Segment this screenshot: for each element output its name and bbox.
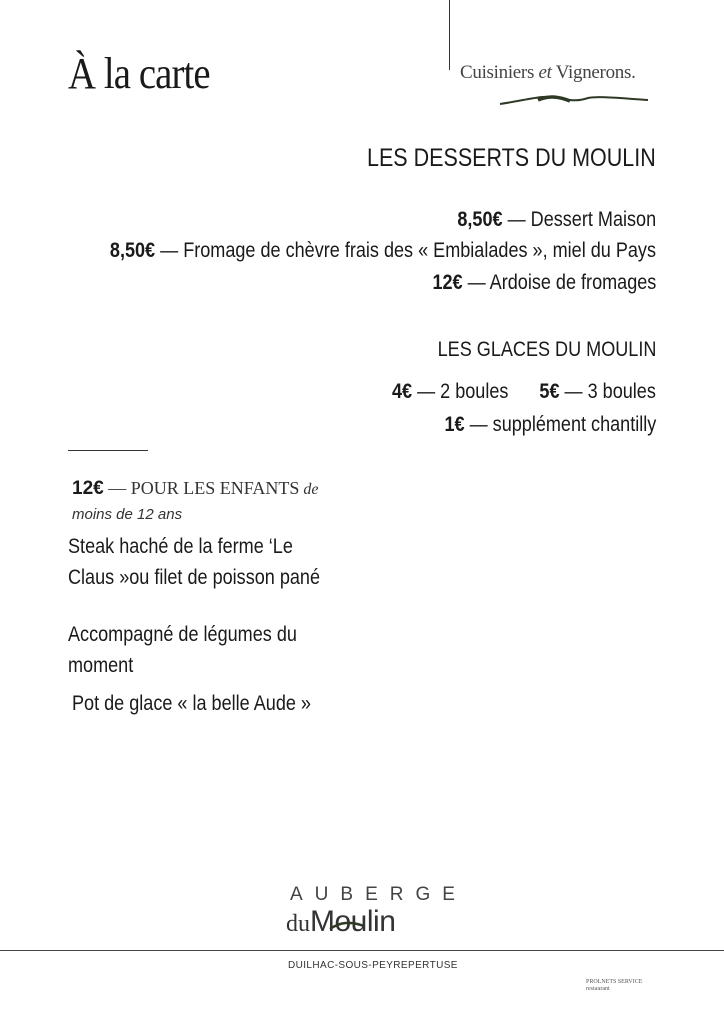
page-title: À la carte: [68, 49, 210, 98]
brand-et: et: [538, 62, 552, 83]
footer-mark-line2: restaurant: [586, 986, 610, 992]
dessert-price: 8,50€: [109, 239, 156, 262]
footer-swoosh-icon: [328, 918, 368, 932]
kids-sub-2: moins de 12 ans: [72, 506, 183, 523]
dessert-label: — Fromage de chèvre frais des « Embialades », miel du Pays: [155, 239, 657, 262]
brand-logo-text: [460, 62, 636, 84]
brand-swoosh-icon: [498, 90, 658, 110]
glace-label: — supplément chantilly: [464, 413, 656, 436]
glaces-section-title: LES GLACES DU MOULIN: [437, 338, 656, 361]
kids-menu-heading: [72, 476, 322, 527]
kids-dessert: Pot de glace « la belle Aude »: [72, 692, 311, 715]
footer-logo-auberge: AUBERGE: [290, 884, 467, 905]
header-divider: [449, 0, 450, 70]
kids-side: Accompagné de légumes du moment: [68, 623, 297, 677]
kids-price: 12€: [72, 478, 104, 499]
footer-divider: [0, 950, 724, 951]
kids-label: — POUR LES ENFANTS: [103, 478, 300, 498]
glace-price: 4€: [392, 380, 413, 403]
kids-sub-1: de: [299, 481, 319, 498]
dessert-label: — Ardoise de fromages: [462, 271, 656, 294]
glace-label: — 3 boules: [559, 380, 656, 403]
footer-mark-line1: PROLNETS SERVICE: [586, 979, 643, 985]
dessert-label: — Dessert Maison: [502, 208, 656, 231]
brand-main: Cuisiniers: [460, 62, 535, 83]
glace-price: 5€: [539, 380, 560, 403]
dessert-item: [457, 208, 656, 232]
glace-item: [444, 413, 656, 437]
glace-label: — 2 boules: [412, 380, 509, 403]
footer-logo-du: du: [286, 911, 310, 937]
glaces-row: [392, 380, 656, 404]
desserts-section-title: LES DESSERTS DU MOULIN: [367, 144, 656, 172]
dessert-price: 8,50€: [457, 208, 503, 231]
dessert-price: 12€: [432, 271, 463, 294]
dessert-item: [110, 239, 656, 263]
footer-location: DUILHAC-SOUS-PEYREPERTUSE: [288, 960, 458, 971]
glace-price: 1€: [444, 413, 465, 436]
footer-mark: [586, 979, 642, 993]
kids-main-course: Steak haché de la ferme ‘Le Claus »ou filet de poisson pané: [68, 535, 321, 589]
footer-logo-moulin-word: Moulin: [310, 905, 396, 938]
brand-end: Vignerons.: [555, 62, 636, 83]
dessert-item: [432, 271, 656, 295]
section-divider: [68, 450, 148, 451]
